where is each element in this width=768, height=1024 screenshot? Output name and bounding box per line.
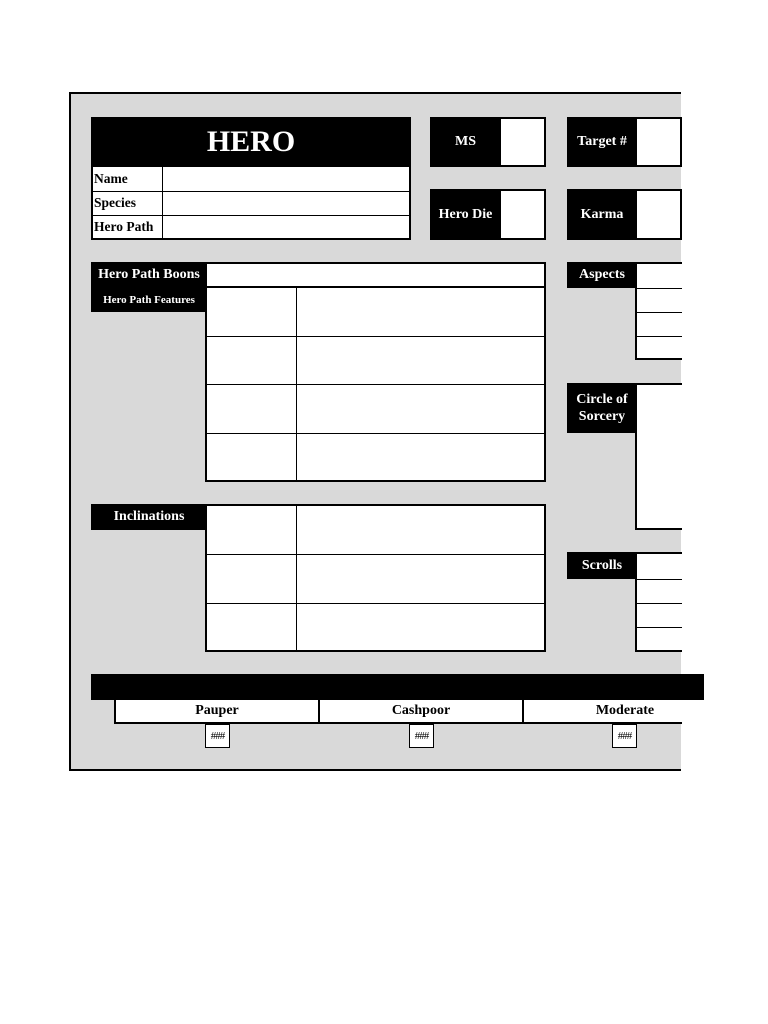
hero-identity-table <box>91 165 411 240</box>
karma-label: Karma <box>567 189 637 240</box>
aspect-row[interactable] <box>637 264 682 289</box>
aspect-row[interactable] <box>637 336 682 358</box>
inclination-row[interactable] <box>207 554 544 604</box>
wealth-pauper-checkbox[interactable]: ### <box>205 724 230 748</box>
inclination-row[interactable] <box>207 603 544 650</box>
boons-field[interactable] <box>205 262 546 288</box>
hero-path-field[interactable] <box>163 215 409 238</box>
aspects-label: Aspects <box>567 262 637 288</box>
inclinations-label: Inclinations <box>91 504 207 530</box>
boons-label: Hero Path Boons <box>91 262 207 288</box>
species-field[interactable] <box>163 191 409 215</box>
features-row[interactable] <box>207 336 544 385</box>
scroll-row[interactable] <box>637 579 682 604</box>
name-field[interactable] <box>163 167 409 191</box>
name-label: Name <box>93 167 163 191</box>
ms-field[interactable] <box>499 117 546 167</box>
aspect-row[interactable] <box>637 312 682 337</box>
wealth-moderate-checkbox[interactable]: ### <box>612 724 637 748</box>
features-row[interactable] <box>207 288 544 337</box>
wealth-header-bar <box>91 674 704 700</box>
scroll-row[interactable] <box>637 554 682 580</box>
species-label: Species <box>93 191 163 215</box>
inclinations-table <box>205 504 546 652</box>
wealth-pauper-label: Pauper <box>114 698 320 724</box>
species-row <box>93 191 409 216</box>
hero-path-row <box>93 215 409 238</box>
ms-label: MS <box>430 117 501 167</box>
hero-die-field[interactable] <box>499 189 546 240</box>
wealth-cashpoor-checkbox[interactable]: ### <box>409 724 434 748</box>
sorcery-field[interactable] <box>635 383 682 530</box>
hero-title: HERO <box>91 117 411 167</box>
hero-path-label: Hero Path <box>93 215 163 238</box>
target-field[interactable] <box>635 117 682 167</box>
name-row <box>93 167 409 192</box>
aspect-row[interactable] <box>637 288 682 313</box>
scrolls-label: Scrolls <box>567 552 637 579</box>
inclination-row[interactable] <box>207 506 544 555</box>
features-row[interactable] <box>207 384 544 434</box>
scroll-row[interactable] <box>637 603 682 628</box>
aspects-list <box>635 262 682 360</box>
scroll-row[interactable] <box>637 627 682 650</box>
target-label: Target # <box>567 117 637 167</box>
sorcery-label: Circle of Sorcery <box>567 383 637 433</box>
scrolls-list <box>635 552 682 652</box>
features-row[interactable] <box>207 433 544 480</box>
features-label: Hero Path Features <box>91 287 207 312</box>
hero-die-label: Hero Die <box>430 189 501 240</box>
wealth-cashpoor-label: Cashpoor <box>318 698 524 724</box>
wealth-moderate-label: Moderate <box>522 698 682 724</box>
karma-field[interactable] <box>635 189 682 240</box>
features-table <box>205 286 546 482</box>
